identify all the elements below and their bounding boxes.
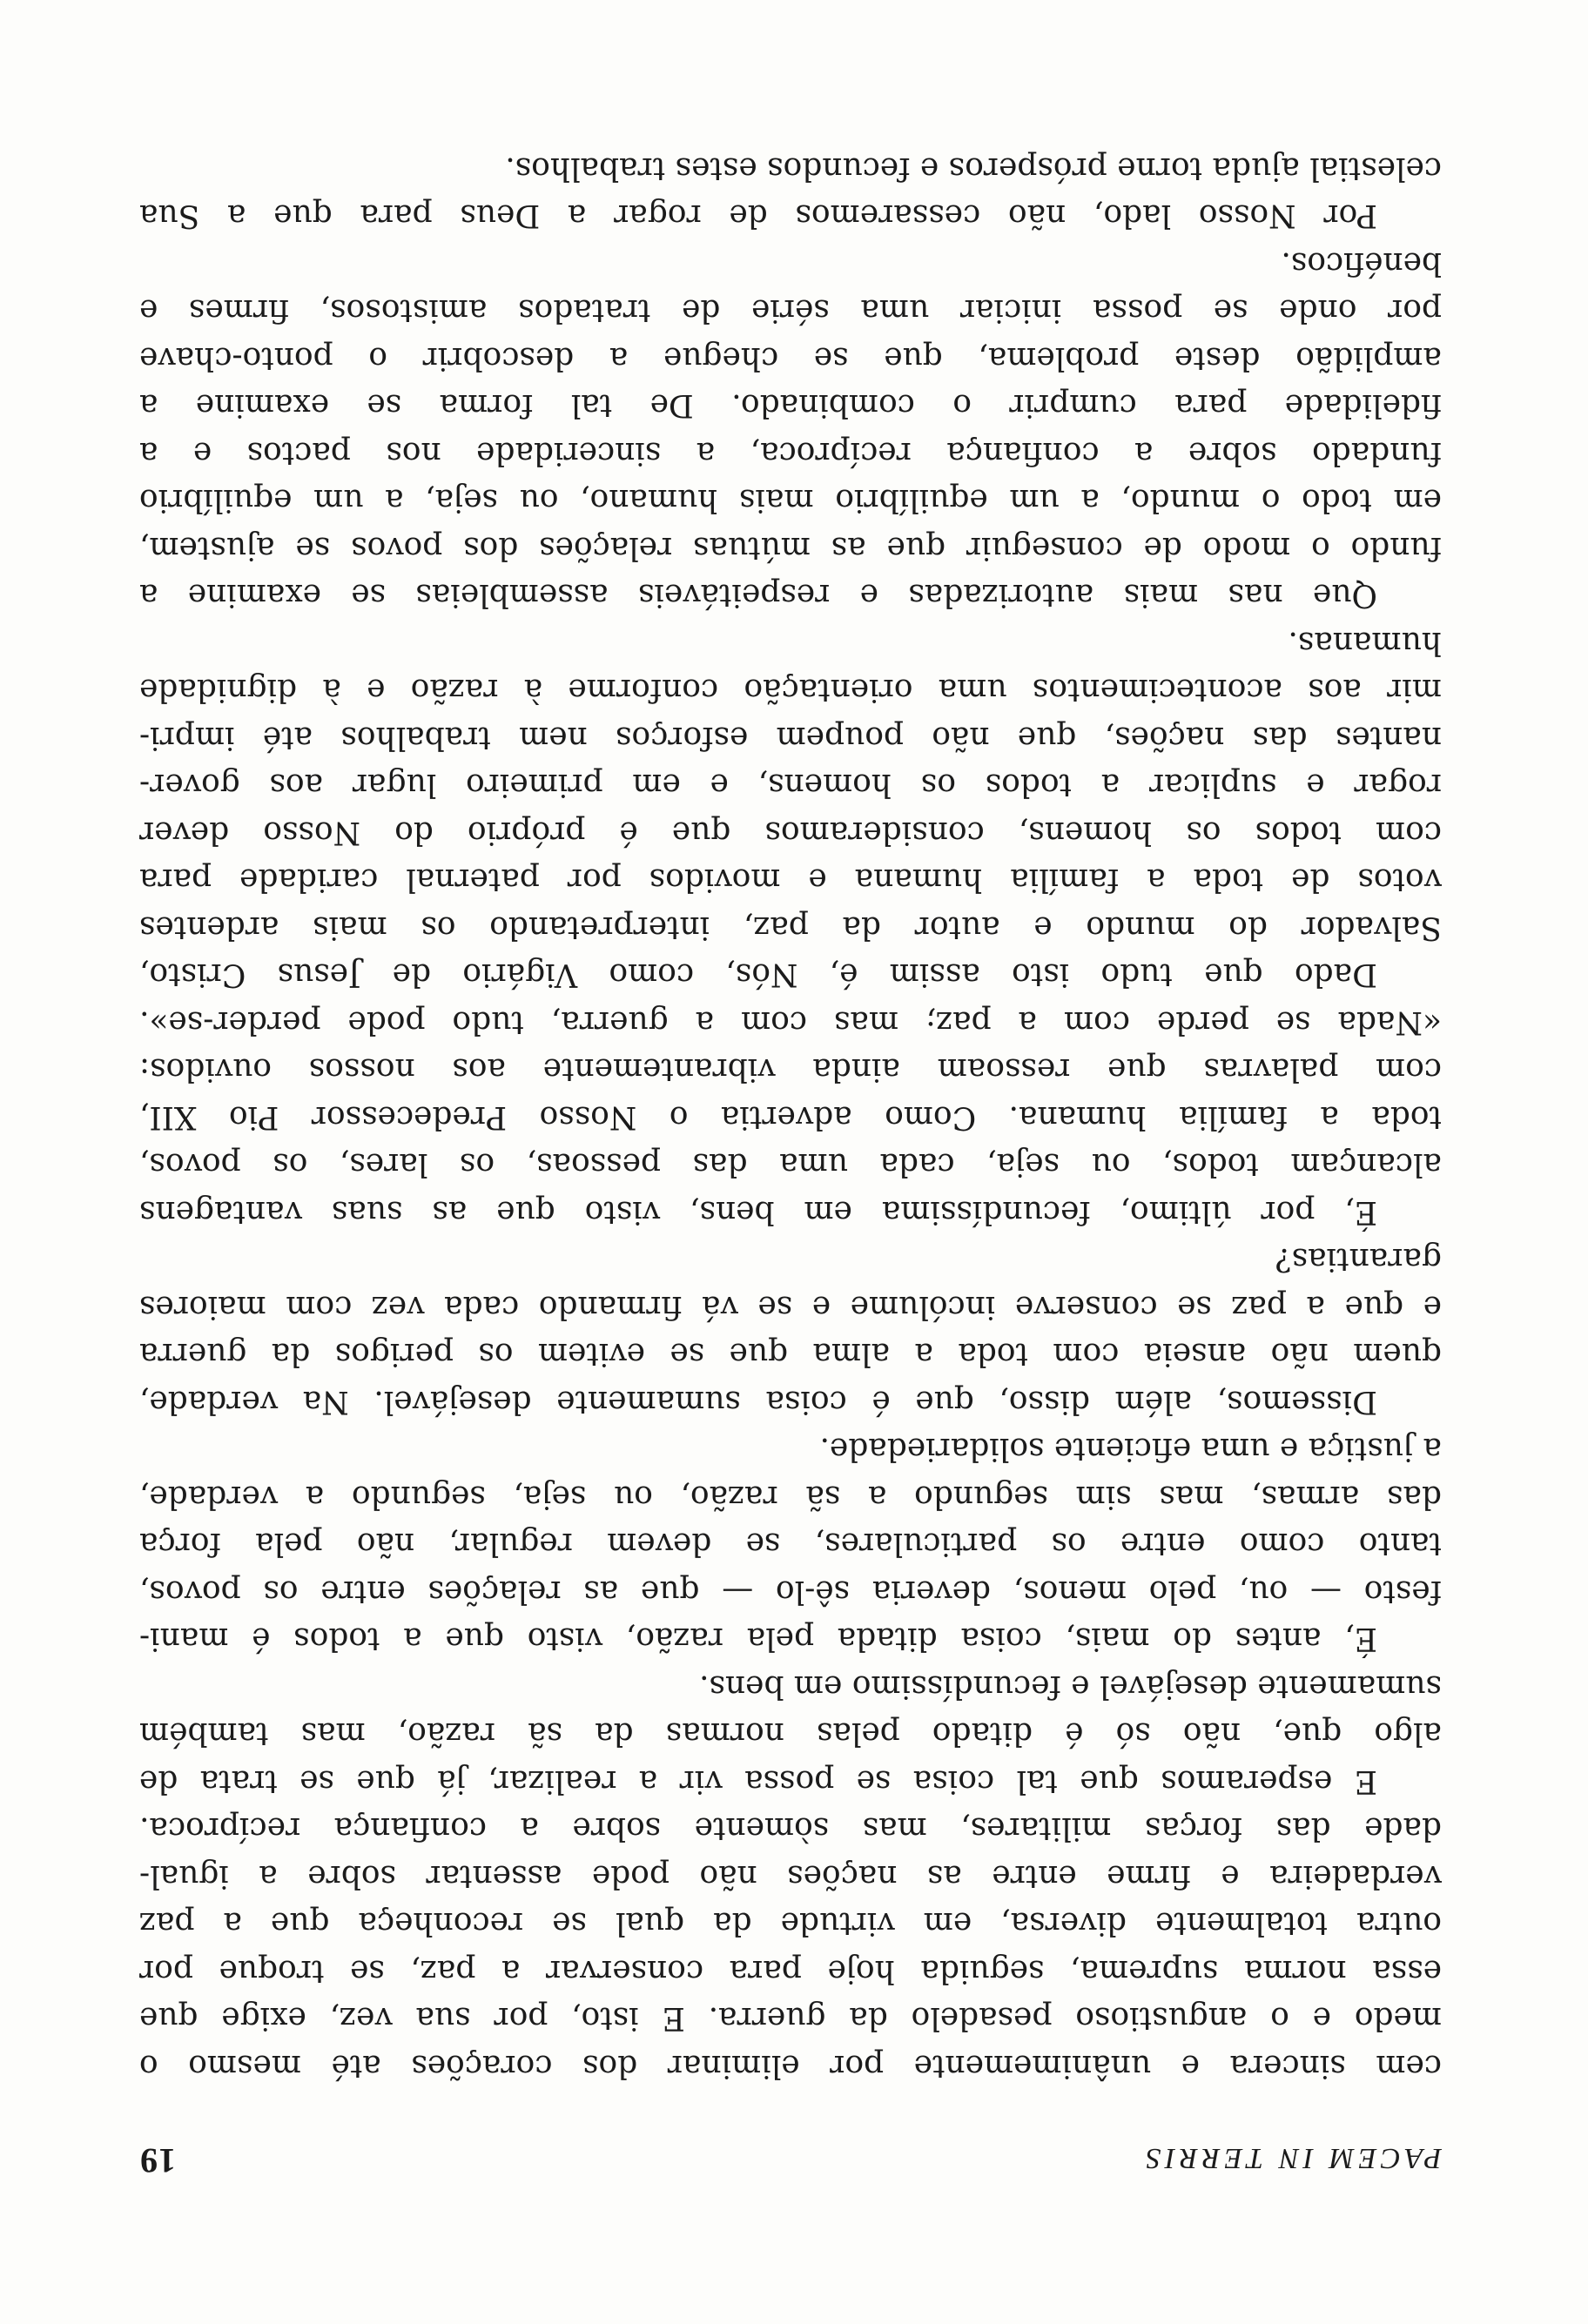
text-line: das armas, mas sim segundo a sã razão, ou seja, segundo a verdade, (139, 1479, 1442, 1515)
text-line: amplidão deste problema, que se chegue a descobrir o ponto-chave (139, 340, 1442, 376)
text-line: fidelidade para cumprir o combinado. De tal forma se examine a (139, 387, 1442, 424)
text-line: e que a paz se conserve incólume e se vá firmando cada vez com maiores (139, 1289, 1442, 1325)
text-line: mir aos acontecimentos uma orientação conforme à razão e à dignidade (139, 672, 1442, 709)
text-line: nantes das nações, que não poupem esforços nem trabalhos até impri- (139, 720, 1442, 756)
paragraph-first-line: E esperamos que tal coisa se possa vir a realizar, já que se trata de (139, 1763, 1377, 1799)
text-line: Salvador do mundo e autor da paz, interpretando os mais ardentes (139, 910, 1442, 945)
paragraph-first-line: Por Nosso lado, não cessaremos de rogar a Deus para que a Sua (139, 198, 1377, 234)
text-line: rogar e suplicar a todos os homens, e em primeiro lugar aos gover- (139, 767, 1442, 803)
text-line: com palavras que ressoam ainda vibrantemente aos nossos ouvidos: (139, 1051, 1442, 1088)
text-line: com todos os homens, consideramos que é próprio do Nosso dever (139, 815, 1442, 850)
paragraph-last-line: celestial ajuda torne prósperos e fecundos estes trabalhos. (505, 151, 1442, 186)
paragraph-last-line: a justiça e uma eficiente solidariedade. (819, 1431, 1442, 1468)
paragraph-first-line: Dissemos, além disso, que é coisa sumamente desejável. Na verdade, (139, 1384, 1377, 1420)
paragraph-last-line: garantias? (1275, 1241, 1442, 1278)
paragraph-last-line: benéficos. (1281, 245, 1442, 281)
text-line: fundado sobre a confiança recíproca, a sinceridade nos pactos e a (139, 435, 1442, 471)
text-line: fundo o modo de conseguir que as mútuas relações dos povos se ajustem, (139, 530, 1442, 566)
paragraph-first-line: Que nas mais autorizadas e respeitáveis assembleias se examine a (139, 577, 1377, 614)
running-title: PACEM IN TERRIS (1141, 2142, 1442, 2174)
body-text (139, 144, 1442, 2090)
text-line: em todo o mundo, a um equilíbrio mais humano, ou seja, a um equilíbrio (139, 482, 1442, 519)
text-line: verdadeira e firme entre as nações não pode assentar sobre a igual- (139, 1858, 1442, 1894)
text-line: tanto como entre os particulares, se devem regular, não pela força (139, 1526, 1442, 1562)
paragraph-first-line: É, por último, fecundíssima em bens, visto que as suas vantagens (139, 1194, 1377, 1230)
running-header (139, 2131, 1442, 2181)
paragraph-last-line: sumamente desejável e fecundíssimo em bens. (699, 1669, 1442, 1704)
paragraph-first-line: Dado que tudo isto assim é, Nós, como Vigário de Jesus Cristo, (139, 957, 1377, 993)
text-line: dade das forças militares, mas sòmente sobre a confiança recíproca. (139, 1810, 1442, 1847)
text-line: quem não anseia com toda a alma que se evitem os perigos da guerra (139, 1336, 1442, 1373)
paragraph-first-line: É, antes do mais, coisa ditada pela razão, visto que a todos é mani- (139, 1621, 1377, 1657)
text-line: toda a família humana. Como advertia o Nosso Predecessor Pio XII, (139, 1099, 1442, 1135)
text-line: festo — ou, pelo menos, deveria sê-lo — que as relações entre os povos, (139, 1574, 1442, 1609)
text-line: cem sincera e unânimemente por eliminar dos corações até mesmo o (139, 2048, 1442, 2084)
text-line: algo que, não só é ditado pelas normas da sã razão, mas também (139, 1716, 1442, 1752)
text-line: «Nada se perde com a paz; mas com a guerra, tudo pode perder-se». (139, 1004, 1442, 1040)
text-line: outra totalmente diversa, em virtude da qual se reconheça que a paz (139, 1905, 1442, 1942)
text-line: por onde se possa iniciar uma série de tratados amistosos, firmes e (139, 292, 1442, 329)
paragraph-last-line: humanas. (1288, 625, 1442, 661)
page-number: 19 (139, 2141, 176, 2180)
text-line: essa norma suprema, seguida hoje para conservar a paz, se troque por (139, 1953, 1442, 1989)
page-content (139, 144, 1442, 2182)
text-line: medo e o angustioso pesadelo da guerra. E isto, por sua vez, exige que (139, 2000, 1442, 2037)
text-line: alcançam todos, ou seja, cada uma das pessoas, os lares, os povos, (139, 1146, 1442, 1183)
text-line: votos de toda a família humana e movidos por paternal caridade para (139, 862, 1442, 898)
